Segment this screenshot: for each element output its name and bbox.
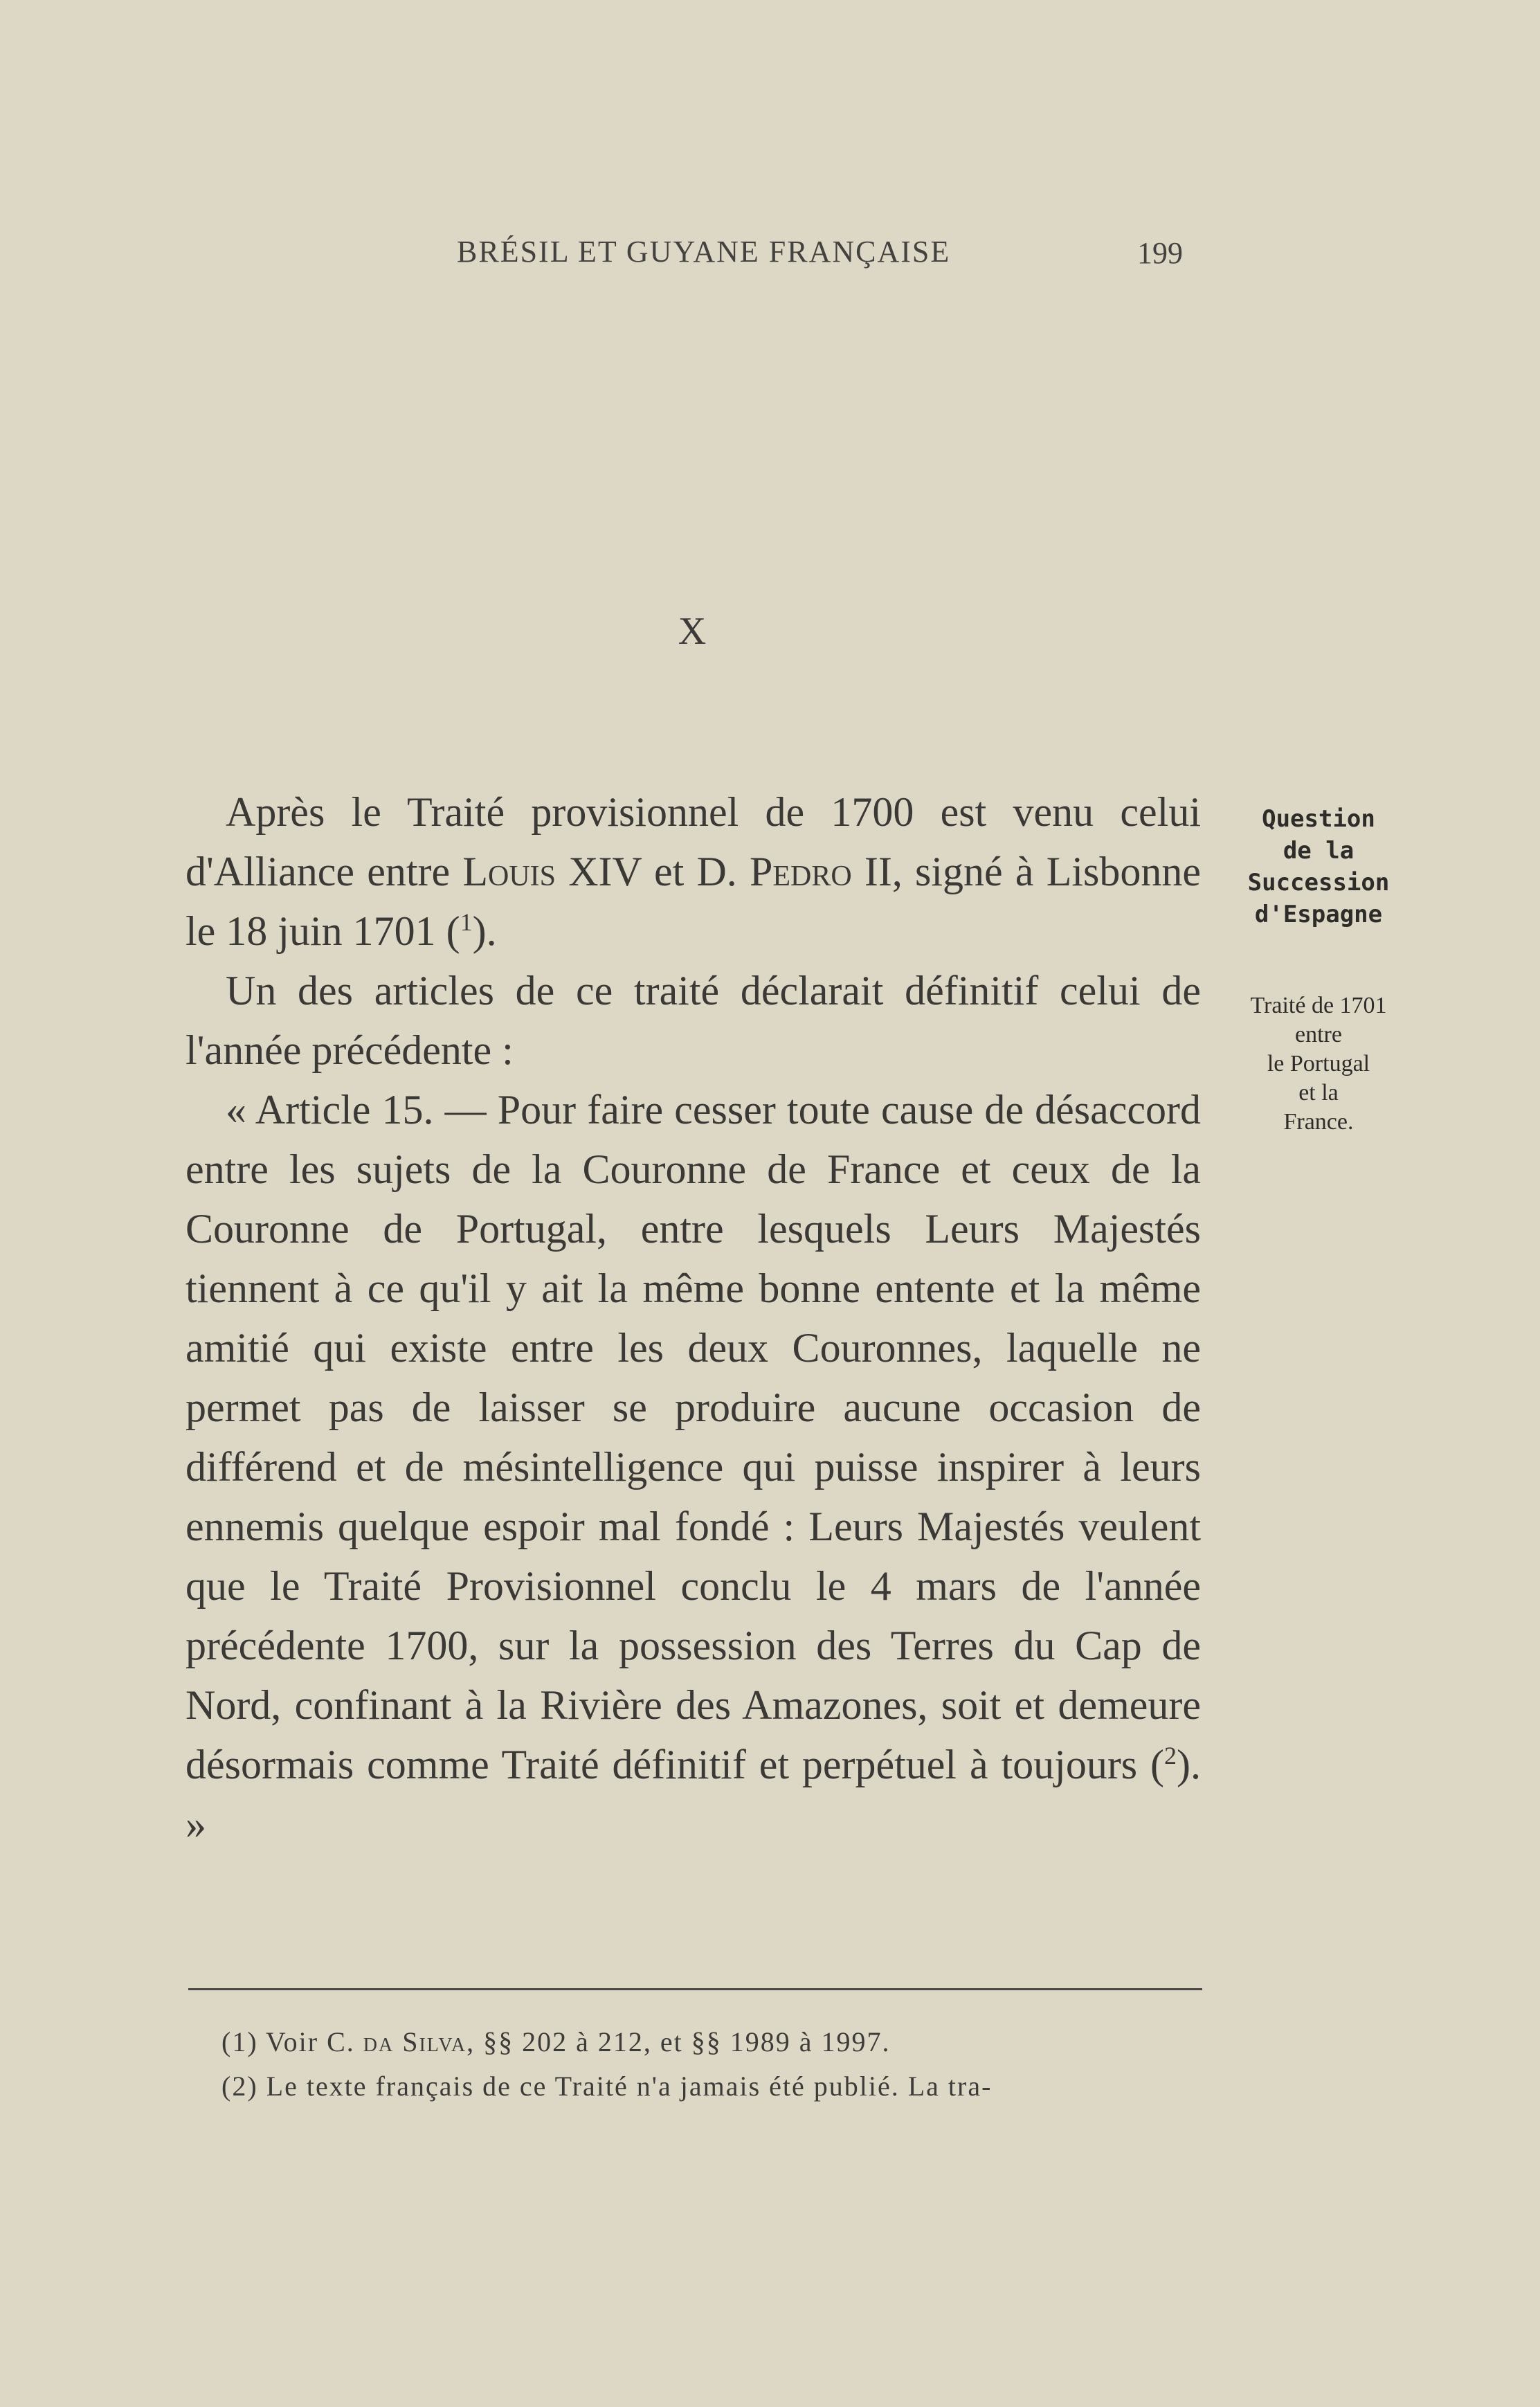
footnote-mark: (2) <box>221 2071 258 2102</box>
text-span: , §§ 202 à 212, et §§ 1989 à 1997. <box>466 2026 891 2057</box>
paragraph-article-15 <box>185 1080 1201 1854</box>
footnote-1 <box>221 2020 1204 2064</box>
name-louis: Louis <box>462 849 556 894</box>
sidenote-line: et la <box>1298 1080 1339 1106</box>
sidenote-line: France. <box>1283 1109 1354 1135</box>
text-span: da <box>363 2026 395 2057</box>
running-title: BRÉSIL ET GUYANE FRANÇAISE <box>457 235 951 269</box>
sidenote-line: entre <box>1295 1022 1342 1047</box>
paragraph-alliance <box>185 782 1201 961</box>
name-pedro: Pedro <box>749 849 852 894</box>
text-span: Après le Traité provisionnel de 1700 est venu celui d'Alliance entre <box>185 789 1201 894</box>
text-span: II, signé à Lisbonne le 18 juin 1701 ( <box>185 849 1201 954</box>
footnote-mark: (1) <box>221 2026 258 2057</box>
sidenote-line: d'Espagne <box>1254 901 1383 928</box>
text-span: XIV et D. <box>556 849 750 894</box>
text-span: « Article 15. — Pour faire cesser toute cause de désaccord entre les sujets de la Couronne de France et ceux de la Couronne de Portugal, entre lesquels Leurs Majestés tiennent à ce qu'il y ait la même bonne entente et la même amitié qui existe entre les deux Couronnes, laquelle ne permet pas de laisser se produire aucune occasion de différend et de mésintelligence qui puisse inspirer à leurs ennemis quelque espoir mal fondé : Leurs Majestés veulent que le Traité Provisionnel conclu le 4 mars de l'année précédente 1700, sur la possession des Terres du Cap de Nord, confinant à la Rivière des Amazones, soit et demeure désormais comme Traité définitif et perpétuel à toujours ( <box>185 1087 1201 1787</box>
sidenote-line: Traité de 1701 <box>1250 993 1387 1018</box>
footnote-rule <box>188 1988 1202 1990</box>
footnote-2 <box>221 2064 1204 2109</box>
text-span: Silva <box>394 2026 467 2057</box>
text-span: Voir C. <box>257 2026 363 2057</box>
sidenote-line: Question <box>1262 805 1375 833</box>
text-span: ). » <box>185 1742 1201 1847</box>
page-number: 199 <box>1137 236 1183 270</box>
sidenote-question <box>1215 803 1422 930</box>
text-span: Le texte français de ce Traité n'a jamais été publié. La tra- <box>257 2071 993 2102</box>
sidenote-traite <box>1215 991 1422 1137</box>
sidenote-line: de la <box>1283 837 1355 865</box>
footnote-ref-1: 1 <box>460 908 473 936</box>
chapter-number: X <box>678 610 707 653</box>
sidenote-line: le Portugal <box>1267 1051 1370 1076</box>
text-span: ). <box>472 908 497 954</box>
sidenote-line: Succession <box>1247 869 1390 896</box>
footnote-ref-2: 2 <box>1164 1742 1177 1769</box>
main-text <box>185 782 1201 1854</box>
paragraph-articles: Un des articles de ce traité déclarait définitif celui de l'année précédente : <box>185 968 1201 1073</box>
footnotes <box>221 2020 1204 2109</box>
